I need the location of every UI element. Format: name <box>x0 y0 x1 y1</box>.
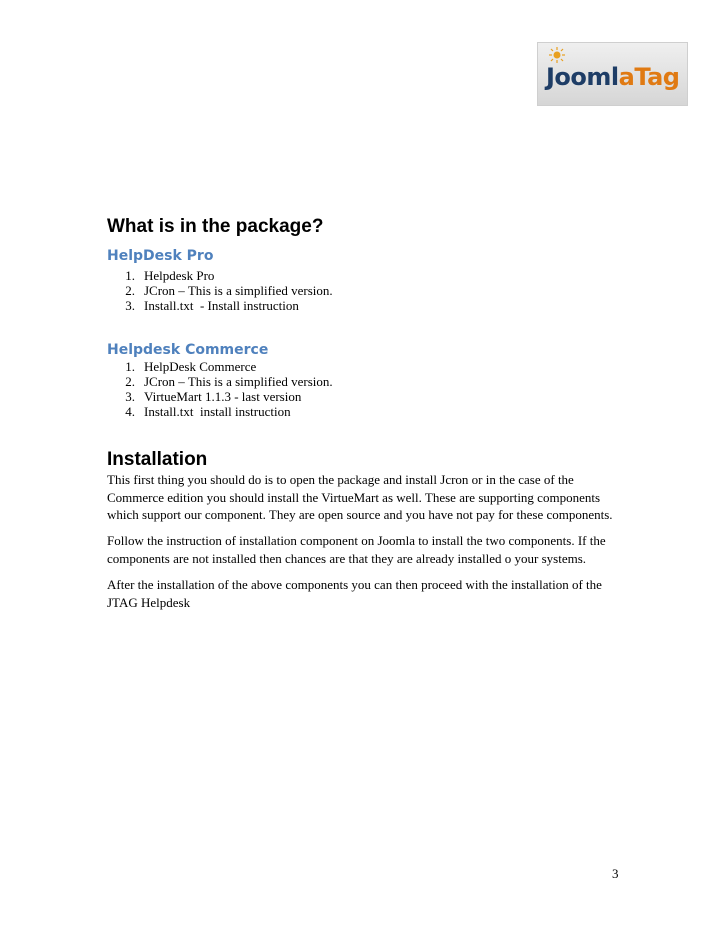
helpdesk-pro-list <box>107 268 333 313</box>
logo-text-joomla: Jooml <box>546 63 619 91</box>
installation-paragraph-3: After the installation of the above components you can then proceed with the installation of the JTAG Helpdesk <box>107 577 602 610</box>
list-item-text: JCron – This is a simplified version. <box>144 283 333 298</box>
package-heading: What is in the package? <box>107 216 324 237</box>
logo-wordmark <box>546 63 680 91</box>
list-item <box>107 268 333 283</box>
list-item-text: JCron – This is a simplified version. <box>144 374 333 389</box>
list-item-number: 3. <box>125 298 135 313</box>
list-item-number: 3. <box>125 389 135 404</box>
sun-icon <box>549 47 565 63</box>
page-number: 3 <box>612 866 619 881</box>
list-item-text: Install.txt install instruction <box>144 404 291 419</box>
list-item <box>107 359 333 374</box>
logo-text-tag: aTag <box>618 63 680 91</box>
list-item-number: 1. <box>125 359 135 374</box>
list-item-number: 2. <box>125 374 135 389</box>
list-item <box>107 298 333 313</box>
installation-paragraph-1: This first thing you should do is to open the package and install Jcron or in the case of the Commerce edition you should install the VirtueMart as well. These are supporting components which support our component. They are open source and you have not pay for these components. <box>107 472 613 522</box>
helpdesk-commerce-heading: Helpdesk Commerce <box>107 342 269 358</box>
list-item <box>107 404 333 419</box>
helpdesk-commerce-list <box>107 359 333 419</box>
installation-heading: Installation <box>107 449 208 470</box>
list-item-text: Helpdesk Pro <box>144 268 215 283</box>
helpdesk-pro-heading: HelpDesk Pro <box>107 248 214 264</box>
list-item <box>107 283 333 298</box>
list-item-number: 1. <box>125 268 135 283</box>
list-item-number: 2. <box>125 283 135 298</box>
list-item-number: 4. <box>125 404 135 419</box>
list-item <box>107 374 333 389</box>
list-item-text: Install.txt - Install instruction <box>144 298 299 313</box>
joomlatag-logo <box>537 42 688 106</box>
list-item <box>107 389 333 404</box>
list-item-text: VirtueMart 1.1.3 - last version <box>144 389 302 404</box>
installation-paragraph-2: Follow the instruction of installation component on Joomla to install the two components. If the components are not installed then chances are that they are already installed o your systems. <box>107 533 606 566</box>
list-item-text: HelpDesk Commerce <box>144 359 257 374</box>
